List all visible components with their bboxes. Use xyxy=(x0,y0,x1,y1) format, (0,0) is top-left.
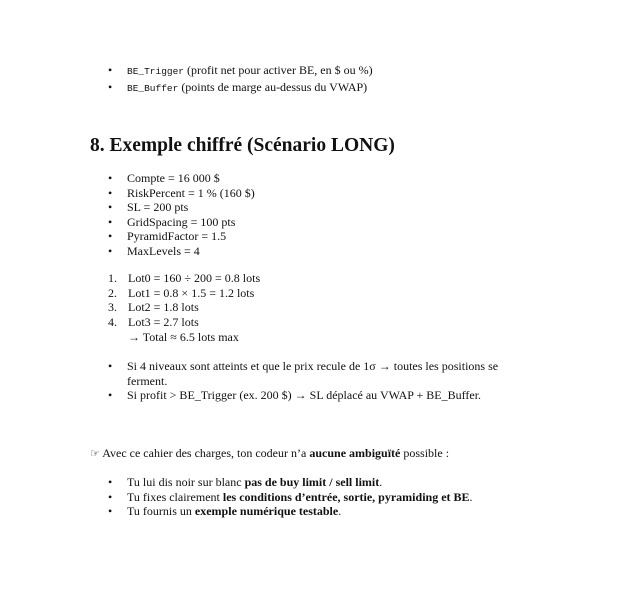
list-item-text: SL = 200 pts xyxy=(127,200,189,214)
list-item-text: . xyxy=(379,475,383,489)
list-item xyxy=(108,63,373,80)
param-description: (profit net pour activer BE, en $ ou %) xyxy=(184,63,373,77)
be-parameters-list xyxy=(108,63,373,96)
total-lots: → Total ≈ 6.5 lots max xyxy=(128,330,239,344)
bullet-glyph: • xyxy=(108,63,113,77)
list-item-text: RiskPercent = 1 % (160 $) xyxy=(127,185,255,200)
bullet-glyph: • xyxy=(108,79,113,94)
bullet-glyph: • xyxy=(108,475,113,489)
bullet-glyph: • xyxy=(108,388,113,402)
list-item xyxy=(108,171,255,186)
note-text-pre: Avec ce cahier des charges, ton codeur n’a xyxy=(99,446,310,460)
list-item-text: PyramidFactor = 1.5 xyxy=(127,229,227,243)
list-item xyxy=(108,215,255,230)
list-item xyxy=(108,271,260,286)
list-number: 1. xyxy=(108,271,117,285)
lots-calculation-list xyxy=(108,271,260,329)
list-item-text: Tu lui dis noir sur blanc xyxy=(127,475,245,489)
pointing-hand-icon: ☞ xyxy=(90,447,100,460)
list-item-text: Lot3 = 2.7 lots xyxy=(128,314,199,329)
example-parameters-list xyxy=(108,171,255,258)
list-item-bold: pas de buy limit / sell limit xyxy=(244,475,380,489)
list-item xyxy=(108,229,255,244)
list-item-text: . xyxy=(469,489,473,504)
list-item-text: Compte = 16 000 $ xyxy=(127,171,220,185)
bullet-glyph: • xyxy=(108,489,113,504)
list-item-text: MaxLevels = 4 xyxy=(127,243,200,258)
list-number: 3. xyxy=(108,300,117,314)
conclusion-list xyxy=(108,475,473,519)
list-item-text: Tu fournis un xyxy=(127,504,195,518)
list-item xyxy=(108,315,260,330)
list-number: 4. xyxy=(108,314,117,329)
note-text-bold: aucune ambiguïté xyxy=(309,446,401,460)
list-item xyxy=(108,359,517,388)
list-item xyxy=(108,286,260,301)
section-heading: 8. Exemple chiffré (Scénario LONG) xyxy=(90,135,395,156)
list-item-text: Si 4 niveaux sont atteints et que le prix recule de 1σ → toutes les positions se ferment. xyxy=(127,359,499,388)
list-item xyxy=(108,200,255,215)
list-item-text: Lot1 = 0.8 × 1.5 = 1.2 lots xyxy=(128,285,255,300)
list-item xyxy=(108,490,473,505)
bullet-glyph: • xyxy=(108,185,113,200)
param-code: BE_Trigger xyxy=(127,66,185,77)
list-item-text: Lot0 = 160 ÷ 200 = 0.8 lots xyxy=(128,271,261,285)
list-item xyxy=(108,475,473,490)
bullet-glyph: • xyxy=(108,200,113,214)
scenario-list xyxy=(108,359,517,403)
list-item-text: . xyxy=(338,504,342,518)
list-number: 2. xyxy=(108,285,117,300)
param-code: BE_Buffer xyxy=(127,82,179,94)
bullet-glyph: • xyxy=(108,504,113,518)
list-item-text: Lot2 = 1.8 lots xyxy=(128,300,199,314)
bullet-glyph: • xyxy=(108,229,113,243)
bullet-glyph: • xyxy=(108,214,113,229)
list-item-text: Tu fixes clairement xyxy=(127,489,223,504)
bullet-glyph: • xyxy=(108,243,113,258)
bullet-glyph: • xyxy=(108,359,113,373)
list-item-text: Si profit > BE_Trigger (ex. 200 $) → SL déplacé au VWAP + BE_Buffer. xyxy=(127,388,482,402)
list-item-bold: les conditions d’entrée, sortie, pyramiding et BE xyxy=(222,489,470,504)
list-item xyxy=(108,300,260,315)
bullet-glyph: • xyxy=(108,171,113,185)
list-item xyxy=(108,388,517,403)
list-item-bold: exemple numérique testable xyxy=(194,504,339,518)
list-item-text: GridSpacing = 100 pts xyxy=(127,214,236,229)
list-item xyxy=(108,504,473,519)
note-text-post: possible : xyxy=(400,446,450,460)
list-item xyxy=(108,80,373,97)
list-item xyxy=(108,244,255,259)
summary-note xyxy=(90,446,449,462)
param-description: (points de marge au-dessus du VWAP) xyxy=(178,79,368,94)
list-item xyxy=(108,186,255,201)
